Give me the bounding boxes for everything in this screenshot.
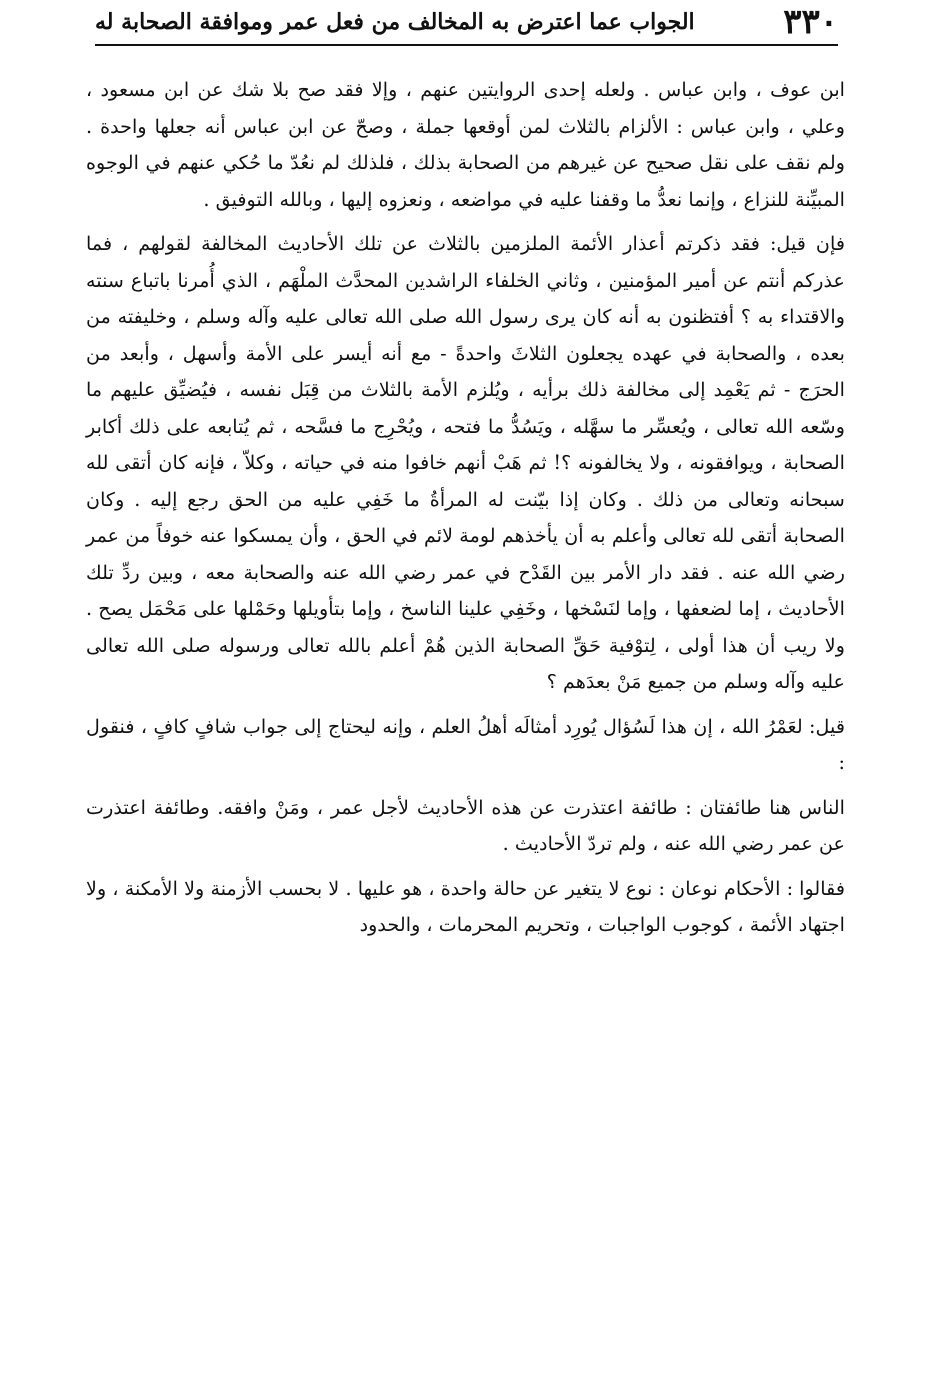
- body-text: [86, 72, 845, 944]
- header-divider: [95, 44, 838, 46]
- paragraph-4: الناس هنا طائفتان : طائفة اعتذرت عن هذه الأحاديث لأجل عمر ، ومَنْ وافقه. وطائفة اعتذرت عن عمر رضي الله عنه ، ولم تردّ الأحاديث .: [86, 795, 845, 855]
- paragraph-3: قيل: لعَمْرُ الله ، إن هذا لَسُؤال يُورِد أمثالَه أهلُ العلم ، وإنه ليحتاج إلى جواب شافٍ كافٍ ، فنقول :: [86, 714, 845, 774]
- paragraph-2: فإن قيل: فقد ذكرتم أعذار الأئمة الملزمين بالثلاث عن تلك الأحاديث المخالفة لقولهم ، فما عذركم أنتم عن أمير المؤمنين ، وثاني الخلفاء الراشدين المحدَّث الملْهَم ، الذي أُمرنا باتباع سنته والاقتداء به ؟ أفتظنون به أنه كان يرى رسول الله صلى الله تعالى عليه وآله وسلم ، وخليفته من بعده ، والصحابة في عهده يجعلون الثلاثَ واحدةً - مع أنه أيسر على الأمة وأسهل ، وأبعد من الحرَج - ثم يَعْمِد إلى مخالفة ذلك برأيه ، ويُلزم الأمة بالثلاث من قِبَل نفسه ، فيُضيِّق عليهم ما وسّعه الله تعالى ، ويُعسِّر ما سهَّله ، ويَسُدُّ ما فتحه ، ويُحْرِج ما فسَّحه ، ثم يُتابعه على ذلك أكابر الصحابة ، ويوافقونه ، ولا يخالفونه ؟! ثم هَبْ أنهم خافوا منه في حياته ، وكلاّ ، فإنه كان أتقى لله سبحانه وتعالى من ذلك . وكان إذا بيّنت له المرأةُ ما خَفِي عليه من الحق رجع إليه . وكان الصحابة أتقى لله تعالى وأعلم به أن يأخذهم لومة لائم في الحق ، وأن يمسكوا عنه خوفاً من عمر رضي الله عنه . فقد دار الأمر بين القَدْح في عمر رضي الله عنه والصحابة معه ، وبين ردِّ تلك الأحاديث ، إما لضعفها ، وإما لنَسْخها ، وخَفِي علينا الناسخ ، وإما بتأويلها وحَمْلها على مَحْمَل يصح . ولا ريب أن هذا أولى ، لِتوْفية حَقِّ الصحابة الذين هُمْ أعلم بالله تعالى ورسوله صلى الله تعالى عليه وآله وسلم من جميع مَنْ بعدَهم ؟: [86, 232, 845, 693]
- page-number: ٣٣٠: [783, 2, 838, 42]
- paragraph-5: فقالوا : الأحكام نوعان : نوع لا يتغير عن حالة واحدة ، هو عليها . لا بحسب الأزمنة ولا الأمكنة ، ولا اجتهاد الأئمة ، كوجوب الواجبات ، وتحريم المحرمات ، والحدود: [86, 876, 846, 936]
- running-title: الجواب عما اعترض به المخالف من فعل عمر وموافقة الصحابة له: [95, 9, 695, 35]
- page-header: [95, 4, 838, 40]
- paragraph-1: ابن عوف ، وابن عباس . ولعله إحدى الروايتين عنهم ، وإلا فقد صح بلا شك عن ابن مسعود ، وعلي ، وابن عباس : الألزام بالثلاث لمن أوقعها جملة ، وصحّ عن ابن عباس أنه جعلها واحدة . ولم نقف على نقل صحيح عن غيرهم من الصحابة بذلك ، فلذلك لم نعُدّ ما حُكي عنهم في الوجوه المبيِّنة للنزاع ، وإنما نعدُّ ما وقفنا عليه في مواضعه ، ونعزوه إليها ، وبالله التوفيق .: [86, 78, 845, 211]
